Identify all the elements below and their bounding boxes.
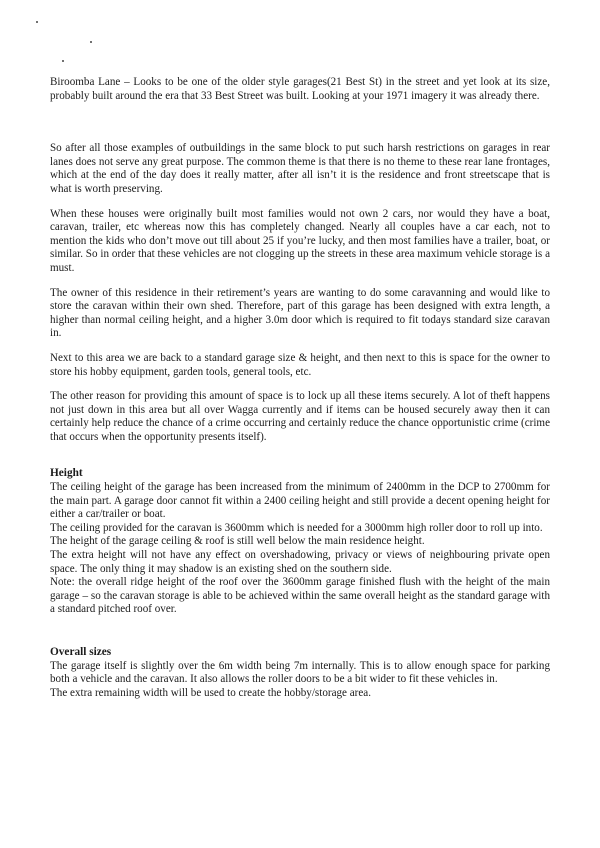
- height-line: The ceiling provided for the caravan is 3600mm which is needed for a 3000mm high roller door to roll up into.: [50, 521, 543, 534]
- scan-speck: [62, 60, 64, 62]
- height-line: Note: the overall ridge height of the roof over the 3600mm garage finished flush with the height of the main garage – so the caravan storage is able to be achieved within the same overall height as the standard garage with a standard pitched roof over.: [50, 576, 550, 616]
- paragraph-outbuildings: So after all those examples of outbuildings in the same block to put such harsh restrictions on garages in rear lanes does not serve any great purpose. The common theme is that there is no theme to these rear lane frontages, which at the end of the day does it really matter, after all isn’t it is the residence and front streetscape that is what is worth preserving.: [50, 142, 550, 195]
- paragraph-biroomba-lane: Biroomba Lane – Looks to be one of the older style garages(21 Best St) in the street and yet look at its size, probably built around the era that 33 Best Street was built. Looking at your 1971 imagery it was already there.: [50, 76, 550, 102]
- paragraph-caravan: The owner of this residence in their retirement’s years are wanting to do some caravanning and would like to store the caravan within their own shed. Therefore, part of this garage has been designed with extra length, a higher than normal ceiling height, and a higher 3.0m door which is required to fit todays standard size caravan in.: [50, 286, 550, 340]
- height-section: [50, 467, 550, 617]
- overall-sizes-section: [50, 646, 550, 700]
- document-page: [50, 76, 550, 700]
- scan-speck: [36, 21, 38, 23]
- height-line: The height of the garage ceiling & roof is still well below the main residence height.: [50, 535, 425, 548]
- paragraph-vehicles: When these houses were originally built most families would not own 2 cars, nor would they have a boat, caravan, trailer, etc whereas now this has completely changed. Nearly all couples have a car each, not to mention the kids who don’t move out till about 25 if you’re lucky, and then most families have a trailer, boat, or similar. So in order that these vehicles are not clogging up the streets in these area maximum vehicle storage is a must.: [50, 207, 550, 274]
- sizes-line: The extra remaining width will be used to create the hobby/storage area.: [50, 686, 371, 699]
- sizes-line: The garage itself is slightly over the 6m width being 7m internally. This is to allow enough space for parking both a vehicle and the caravan. It also allows the roller doors to be a bit wider to fit these vehicles in.: [50, 659, 550, 686]
- height-line: The extra height will not have any effect on overshadowing, privacy or views of neighbouring private open space. The only thing it may shadow is an existing shed on the southern side.: [50, 549, 550, 575]
- overall-sizes-heading: Overall sizes: [50, 646, 112, 658]
- height-line: The ceiling height of the garage has been increased from the minimum of 2400mm in the DCP to 2700mm for the main part. A garage door cannot fit within a 2400 ceiling height and still provide a decent opening height for either a car/trailer or boat.: [50, 481, 550, 521]
- height-heading: Height: [50, 467, 83, 480]
- scan-speck: [90, 41, 92, 43]
- paragraph-security: The other reason for providing this amount of space is to lock up all these items securely. A lot of theft happens not just down in this area but all over Wagga currently and if items can be housed securely away then it can certainly help reduce the chance of a crime occurring and certainly reduce the chance opportunistic crime (crime that occurs when the opportunity presents itself).: [50, 390, 550, 443]
- paragraph-hobby-space: Next to this area we are back to a standard garage size & height, and then next to this is space for the owner to store his hobby equipment, garden tools, general tools, etc.: [50, 351, 550, 378]
